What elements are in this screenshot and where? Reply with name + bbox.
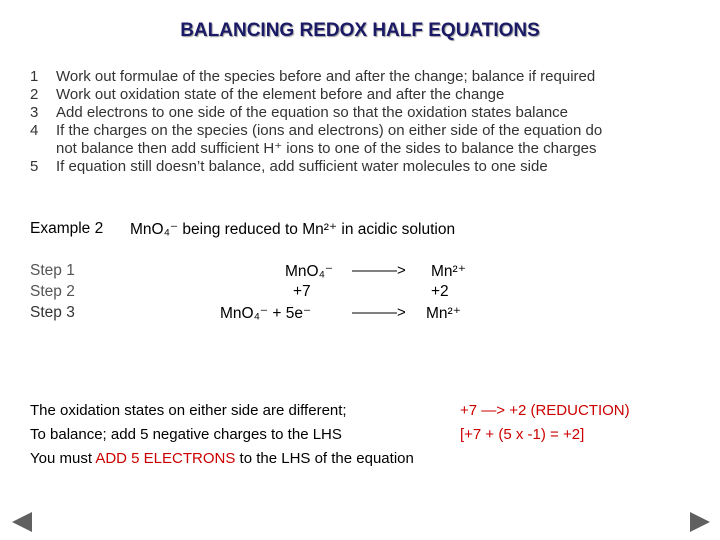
step-number — [30, 140, 56, 158]
step-number: 4 — [30, 122, 39, 139]
step-item — [30, 68, 602, 86]
example-description: MnO₄⁻ being reduced to Mn²⁺ in acidic solution — [130, 221, 456, 238]
step2-reactant-oxidation-state: +7 — [293, 283, 311, 300]
oxidation-change: +7 —> +2 (REDUCTION) — [460, 402, 630, 419]
explanation-line-2: To balance; add 5 negative charges to the LHS — [30, 426, 342, 443]
step-number: 5 — [30, 158, 39, 175]
step-item — [30, 86, 602, 104]
step-item — [30, 140, 602, 158]
explanation-text: You must — [30, 450, 96, 467]
step-text: If equation still doesn’t balance, add sufficient water molecules to one side — [56, 158, 548, 175]
step-label: Step 2 — [30, 283, 75, 300]
step-text: Work out oxidation state of the element before and after the change — [56, 86, 505, 103]
explanation-text: to the LHS of the equation — [235, 450, 414, 467]
step3-arrow: ———> — [352, 304, 406, 321]
example-label: Example 2 — [30, 220, 104, 237]
step-text: Add electrons to one side of the equation so that the oxidation states balance — [56, 104, 569, 121]
explanation-line-3 — [30, 450, 414, 467]
step-number: 1 — [30, 68, 39, 85]
step-item — [30, 122, 602, 140]
step3-reactants: MnO₄⁻ + 5e⁻ — [220, 305, 312, 322]
step-label: Step 3 — [30, 304, 75, 321]
step-number: 2 — [30, 86, 39, 103]
step-label: Step 1 — [30, 262, 75, 279]
step1-product: Mn²⁺ — [431, 263, 466, 280]
step-item — [30, 104, 602, 122]
step-text: not balance then add sufficient H⁺ ions to one of the sides to balance the charges — [56, 140, 597, 157]
triangle-left-icon[interactable] — [12, 512, 32, 532]
step1-reactant: MnO₄⁻ — [285, 263, 334, 280]
step-text: If the charges on the species (ions and electrons) on either side of the equation do — [56, 122, 603, 139]
explanation-line-1: The oxidation states on either side are different; — [30, 402, 347, 419]
triangle-right-icon[interactable] — [690, 512, 710, 532]
step2-product-oxidation-state: +2 — [431, 283, 449, 300]
step3-product: Mn²⁺ — [426, 305, 461, 322]
page-title: BALANCING REDOX HALF EQUATIONS — [180, 20, 540, 41]
step1-arrow: ———> — [352, 262, 406, 279]
step-item — [30, 158, 602, 176]
step-text: Work out formulae of the species before and after the change; balance if required — [56, 68, 596, 85]
step-number: 3 — [30, 104, 39, 121]
charge-calculation: [+7 + (5 x -1) = +2] — [460, 426, 585, 443]
explanation-highlight: ADD 5 ELECTRONS — [95, 450, 236, 467]
steps-list — [30, 68, 602, 176]
